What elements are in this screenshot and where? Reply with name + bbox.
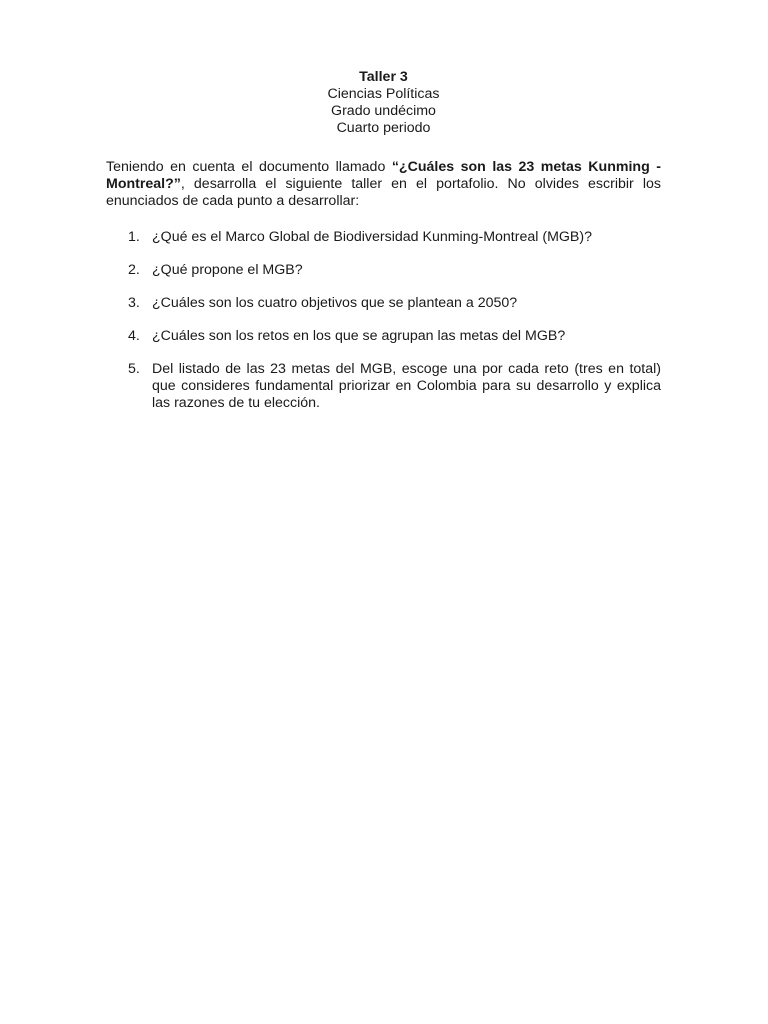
workshop-title: Taller 3 xyxy=(359,69,408,85)
question-text: ¿Qué propone el MGB? xyxy=(152,262,303,278)
question-number: 1. xyxy=(128,229,140,245)
question-item-4 xyxy=(106,328,661,345)
referenced-document-name: “¿Cuáles son las 23 metas Kunming - Montreal?” xyxy=(106,159,661,192)
intro-text-after: , desarrolla el siguiente taller en el portafolio. No olvides escribir los enunciados de cada punto a desarrollar: xyxy=(106,176,661,209)
intro-paragraph xyxy=(106,159,661,210)
period-line: Cuarto periodo xyxy=(336,120,431,136)
subject-line: Ciencias Políticas xyxy=(327,86,440,102)
grade-line: Grado undécimo xyxy=(331,103,436,119)
question-number: 4. xyxy=(128,328,140,344)
question-number: 5. xyxy=(128,361,140,377)
question-number: 3. xyxy=(128,295,140,311)
question-text: Del listado de las 23 metas del MGB, escoge una por cada reto (tres en total) que consideres fundamental priorizar en Colombia para su desarrollo y explica las razones de tu elección. xyxy=(152,361,661,411)
document-header xyxy=(106,69,661,137)
question-text: ¿Cuáles son los cuatro objetivos que se plantean a 2050? xyxy=(152,295,518,311)
question-item-5 xyxy=(106,361,661,412)
intro-text-before: Teniendo en cuenta el documento llamado xyxy=(106,159,392,175)
question-item-2 xyxy=(106,262,661,279)
document-content xyxy=(106,69,661,428)
question-item-1 xyxy=(106,229,661,246)
question-text: ¿Qué es el Marco Global de Biodiversidad Kunming-Montreal (MGB)? xyxy=(152,229,592,245)
question-text: ¿Cuáles son los retos en los que se agrupan las metas del MGB? xyxy=(152,328,566,344)
question-item-3 xyxy=(106,295,661,312)
question-number: 2. xyxy=(128,262,140,278)
question-list xyxy=(106,229,661,412)
